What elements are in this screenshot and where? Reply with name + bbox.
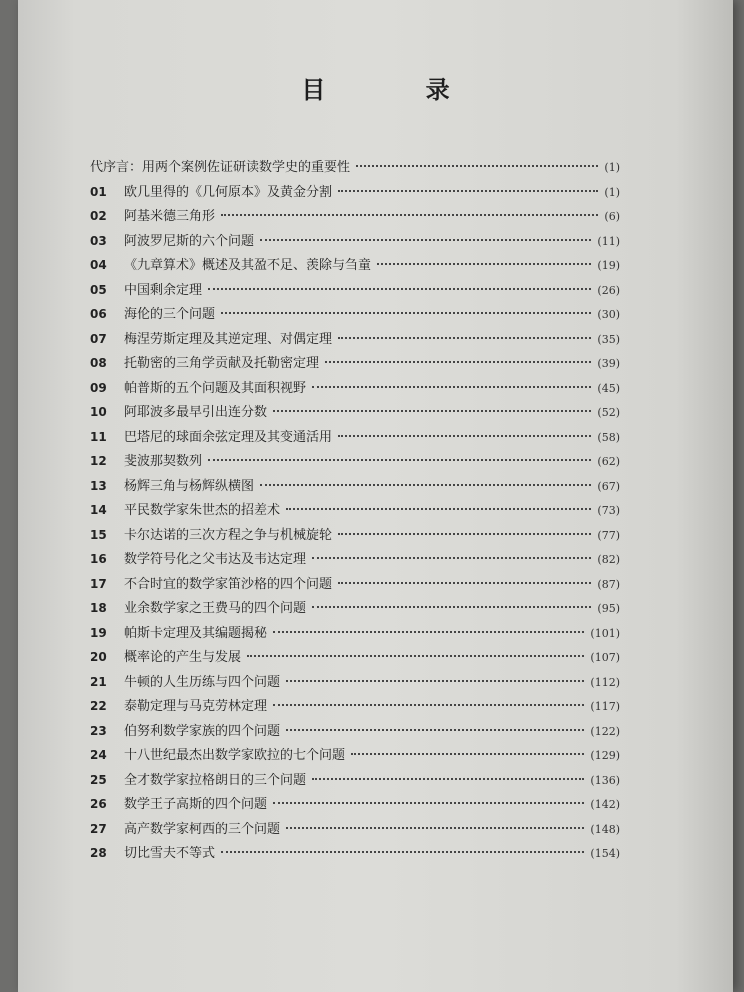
- toc-entry-page: (107): [590, 651, 620, 664]
- toc-entry-label: 梅涅劳斯定理及其逆定理、对偶定理: [124, 331, 333, 347]
- toc-entry-label: 帕普斯的五个问题及其面积视野: [124, 380, 307, 396]
- toc-preface-page: (1): [604, 161, 620, 174]
- toc-entry-page: (101): [590, 626, 620, 640]
- toc-entry-label: 牛顿的人生历练与四个问题: [124, 674, 281, 690]
- toc-entry-label: 阿耶波多最早引出连分数: [124, 405, 268, 420]
- toc-entry-number: 03: [90, 233, 107, 248]
- leader-dots: [351, 753, 584, 755]
- table-of-contents: [90, 156, 620, 867]
- leader-dots: [208, 459, 591, 461]
- toc-preface-label: 代序言：用两个案例佐证研读数学史的重要性: [90, 160, 351, 175]
- toc-entry-number: 11: [90, 429, 107, 444]
- toc-entry-number: 09: [90, 380, 107, 395]
- toc-entry-page: (39): [597, 357, 620, 370]
- toc-entry-page: (19): [597, 259, 620, 272]
- toc-entry: [90, 548, 620, 573]
- toc-entry-label: 全才数学家拉格朗日的三个问题: [124, 772, 307, 788]
- leader-dots: [221, 214, 598, 216]
- book-page: [18, 0, 733, 992]
- leader-dots: [338, 190, 598, 192]
- leader-dots: [377, 263, 591, 265]
- leader-dots: [312, 778, 584, 780]
- leader-dots: [286, 508, 591, 510]
- toc-entry-label: 平民数学家朱世杰的招差术: [124, 503, 281, 518]
- toc-entry-page: (58): [597, 430, 620, 444]
- leader-dots: [247, 655, 584, 657]
- toc-entry-page: (73): [597, 504, 620, 517]
- toc-entry: [90, 230, 620, 255]
- toc-entry-label: 杨辉三角与杨辉纵横图: [124, 478, 255, 494]
- leader-dots: [273, 704, 584, 706]
- toc-entry-number: 18: [90, 601, 107, 615]
- toc-entry-page: (45): [597, 381, 620, 395]
- toc-entry-page: (62): [597, 455, 620, 468]
- toc-entry-number: 02: [90, 209, 107, 223]
- toc-entry: [90, 401, 620, 426]
- leader-dots: [260, 484, 591, 486]
- toc-entry: [90, 524, 620, 549]
- toc-entry-number: 08: [90, 356, 107, 370]
- toc-entry-page: (122): [590, 724, 620, 738]
- toc-entry: [90, 450, 620, 475]
- toc-entry: [90, 671, 620, 696]
- toc-entry-number: 25: [90, 772, 107, 787]
- leader-dots: [338, 582, 591, 584]
- toc-entries: [90, 181, 620, 867]
- toc-entry-number: 20: [90, 650, 107, 664]
- toc-entry-number: 10: [90, 405, 107, 419]
- leader-dots: [286, 827, 584, 829]
- toc-entry-label: 阿波罗尼斯的六个问题: [124, 233, 255, 249]
- toc-entry-number: 19: [90, 625, 107, 640]
- leader-dots: [338, 533, 591, 535]
- leader-dots: [312, 606, 591, 608]
- toc-entry-label: 中国剩余定理: [124, 282, 203, 298]
- toc-entry-page: (77): [597, 528, 620, 542]
- toc-entry-number: 04: [90, 258, 107, 272]
- toc-entry-page: (87): [597, 577, 620, 591]
- toc-entry-page: (67): [597, 479, 620, 493]
- toc-entry-number: 16: [90, 552, 107, 566]
- leader-dots: [312, 386, 591, 388]
- leader-dots: [273, 631, 584, 633]
- toc-entry-label: 帕斯卡定理及其编题揭秘: [124, 625, 268, 641]
- toc-entry-number: 22: [90, 699, 107, 713]
- toc-entry: [90, 842, 620, 867]
- toc-entry: [90, 279, 620, 304]
- leader-dots: [356, 165, 598, 167]
- toc-entry-page: (112): [590, 675, 620, 689]
- toc-entry: [90, 720, 620, 745]
- toc-entry: [90, 769, 620, 794]
- toc-entry-page: (52): [597, 406, 620, 419]
- toc-entry-label: 高产数学家柯西的三个问题: [124, 821, 281, 837]
- leader-dots: [312, 557, 591, 559]
- toc-entry-label: 业余数学家之王费马的四个问题: [124, 601, 307, 616]
- toc-entry-number: 05: [90, 282, 107, 297]
- toc-entry-label: 不合时宜的数学家笛沙格的四个问题: [124, 576, 333, 592]
- toc-entry-page: (30): [597, 308, 620, 321]
- leader-dots: [325, 361, 591, 363]
- leader-dots: [221, 312, 591, 314]
- toc-entry: [90, 352, 620, 377]
- toc-entry-label: 切比雪夫不等式: [124, 846, 216, 861]
- toc-entry-page: (142): [590, 798, 620, 811]
- toc-entry-number: 23: [90, 723, 107, 738]
- toc-entry-label: 斐波那契数列: [124, 454, 203, 469]
- toc-entry-page: (136): [590, 773, 620, 787]
- leader-dots: [273, 410, 591, 412]
- toc-entry: [90, 181, 620, 206]
- leader-dots: [286, 680, 584, 682]
- leader-dots: [208, 288, 591, 290]
- toc-entry-label: 《九章算术》概述及其盈不足、羡除与刍童: [124, 258, 372, 273]
- toc-entry-page: (154): [590, 847, 620, 860]
- toc-entry-number: 24: [90, 748, 107, 762]
- toc-entry: [90, 475, 620, 500]
- toc-entry-number: 06: [90, 307, 107, 321]
- toc-entry-page: (1): [604, 185, 620, 199]
- toc-entry: [90, 646, 620, 671]
- toc-entry: [90, 573, 620, 598]
- leader-dots: [338, 435, 591, 437]
- toc-entry: [90, 744, 620, 769]
- toc-entry: [90, 205, 620, 230]
- toc-entry-label: 概率论的产生与发展: [124, 650, 242, 665]
- toc-entry-label: 数学符号化之父韦达及韦达定理: [124, 552, 307, 567]
- toc-entry-number: 15: [90, 527, 107, 542]
- toc-entry-page: (82): [597, 553, 620, 566]
- toc-entry-number: 14: [90, 503, 107, 517]
- toc-entry-number: 12: [90, 454, 107, 468]
- toc-entry-label: 数学王子高斯的四个问题: [124, 797, 268, 812]
- toc-entry-page: (26): [597, 283, 620, 297]
- toc-entry-label: 泰勒定理与马克劳林定理: [124, 699, 268, 714]
- toc-entry-label: 托勒密的三角学贡献及托勒密定理: [124, 356, 320, 371]
- toc-entry: [90, 793, 620, 818]
- toc-entry: [90, 303, 620, 328]
- leader-dots: [273, 802, 584, 804]
- toc-entry: [90, 426, 620, 451]
- toc-preface: [90, 156, 620, 181]
- toc-entry-number: 27: [90, 821, 107, 836]
- toc-entry: [90, 254, 620, 279]
- toc-entry-label: 巴塔尼的球面余弦定理及其变通活用: [124, 429, 333, 445]
- toc-entry-label: 海伦的三个问题: [124, 307, 216, 322]
- toc-entry-page: (6): [604, 210, 620, 223]
- page-title: 目 录: [301, 75, 496, 104]
- toc-entry-number: 07: [90, 331, 107, 346]
- toc-entry: [90, 328, 620, 353]
- toc-entry-label: 阿基米德三角形: [124, 209, 216, 224]
- toc-entry: [90, 622, 620, 647]
- leader-dots: [338, 337, 591, 339]
- leader-dots: [221, 851, 584, 853]
- toc-entry: [90, 597, 620, 622]
- toc-entry-page: (129): [590, 749, 620, 762]
- toc-entry: [90, 695, 620, 720]
- toc-entry-number: 17: [90, 576, 107, 591]
- toc-entry: [90, 377, 620, 402]
- toc-entry-page: (35): [597, 332, 620, 346]
- toc-entry-page: (117): [590, 700, 620, 713]
- toc-entry-number: 21: [90, 674, 107, 689]
- toc-entry-page: (95): [597, 602, 620, 615]
- toc-entry-label: 卡尔达诺的三次方程之争与机械旋轮: [124, 527, 333, 543]
- toc-entry-number: 26: [90, 797, 107, 811]
- toc-entry: [90, 499, 620, 524]
- toc-entry-page: (11): [597, 234, 620, 248]
- toc-entry-label: 十八世纪最杰出数学家欧拉的七个问题: [124, 748, 346, 763]
- toc-entry-number: 01: [90, 184, 107, 199]
- toc-entry-number: 13: [90, 478, 107, 493]
- leader-dots: [286, 729, 584, 731]
- toc-entry-label: 欧几里得的《几何原本》及黄金分割: [124, 184, 333, 200]
- leader-dots: [260, 239, 591, 241]
- toc-entry-label: 伯努利数学家族的四个问题: [124, 723, 281, 739]
- toc-entry-page: (148): [590, 822, 620, 836]
- toc-entry-number: 28: [90, 846, 107, 860]
- toc-entry: [90, 818, 620, 843]
